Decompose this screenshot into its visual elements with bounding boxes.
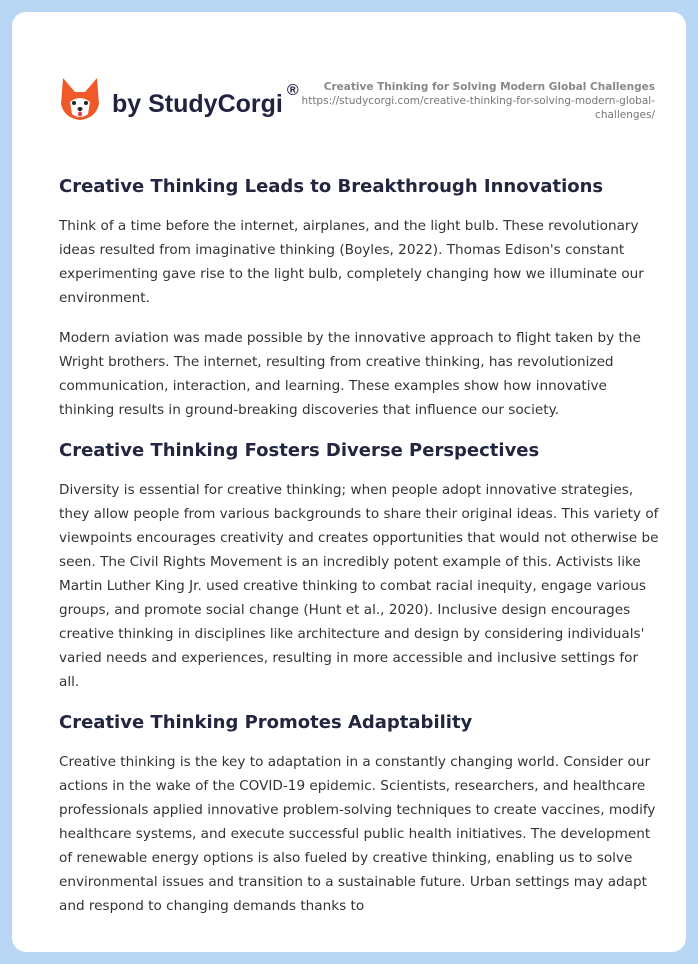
article-body [59, 174, 659, 934]
brand-name [112, 81, 299, 119]
registered-mark: ® [286, 81, 299, 99]
section-heading: Creative Thinking Promotes Adaptability [59, 712, 473, 733]
paragraph: Creative thinking is the key to adaptation in a constantly changing world. Consider our actions in the wake of the COVID-19 epidemic. Scientists, researchers, and healthcare professionals applied innovative problem-solving techniques to create vaccines, modify healthcare systems, and execute successful public health initiatives. The development of renewable energy options is also fueled by creative thinking, enabling us to solve environmental issues and transition to a sustainable future. Urban settings may adapt and respond to changing demands thanks to [59, 754, 656, 914]
section-heading: Creative Thinking Leads to Breakthrough Innovations [59, 176, 604, 197]
brand-text: by StudyCorgi [112, 89, 283, 118]
source-info [295, 80, 655, 122]
doc-url[interactable]: https://studycorgi.com/creative-thinking-for-solving-modern-global-challenges/ [301, 95, 655, 121]
document-card [12, 12, 686, 952]
paragraph: Think of a time before the internet, airplanes, and the light bulb. These revolutionary ideas resulted from imaginative thinking (Boyles, 2022). Thomas Edison's constant experimenting gave rise to the light bulb, completely changing how we illuminate our environment. [59, 218, 644, 306]
doc-title: Creative Thinking for Solving Modern Global Challenges [323, 81, 655, 93]
studycorgi-logo[interactable] [60, 76, 299, 122]
paragraph: Diversity is essential for creative thinking; when people adopt innovative strategies, they allow people from various backgrounds to share their original ideas. This variety of viewpoints encourages creativity and creates opportunities that would not otherwise be seen. The Civil Rights Movement is an incredibly potent example of this. Activists like Martin Luther King Jr. used creative thinking to combat racial inequity, engage various groups, and promote social change (Hunt et al., 2020). Inclusive design encourages creative thinking in disciplines like architecture and design by considering individuals' varied needs and experiences, resulting in more accessible and inclusive settings for all. [59, 482, 659, 690]
section-heading: Creative Thinking Fosters Diverse Perspectives [59, 440, 540, 461]
corgi-icon [60, 76, 100, 122]
paragraph: Modern aviation was made possible by the innovative approach to flight taken by the Wright brothers. The internet, resulting from creative thinking, has revolutionized communication, interaction, and learning. These examples show how innovative thinking results in ground-breaking discoveries that influence our society. [59, 330, 641, 418]
